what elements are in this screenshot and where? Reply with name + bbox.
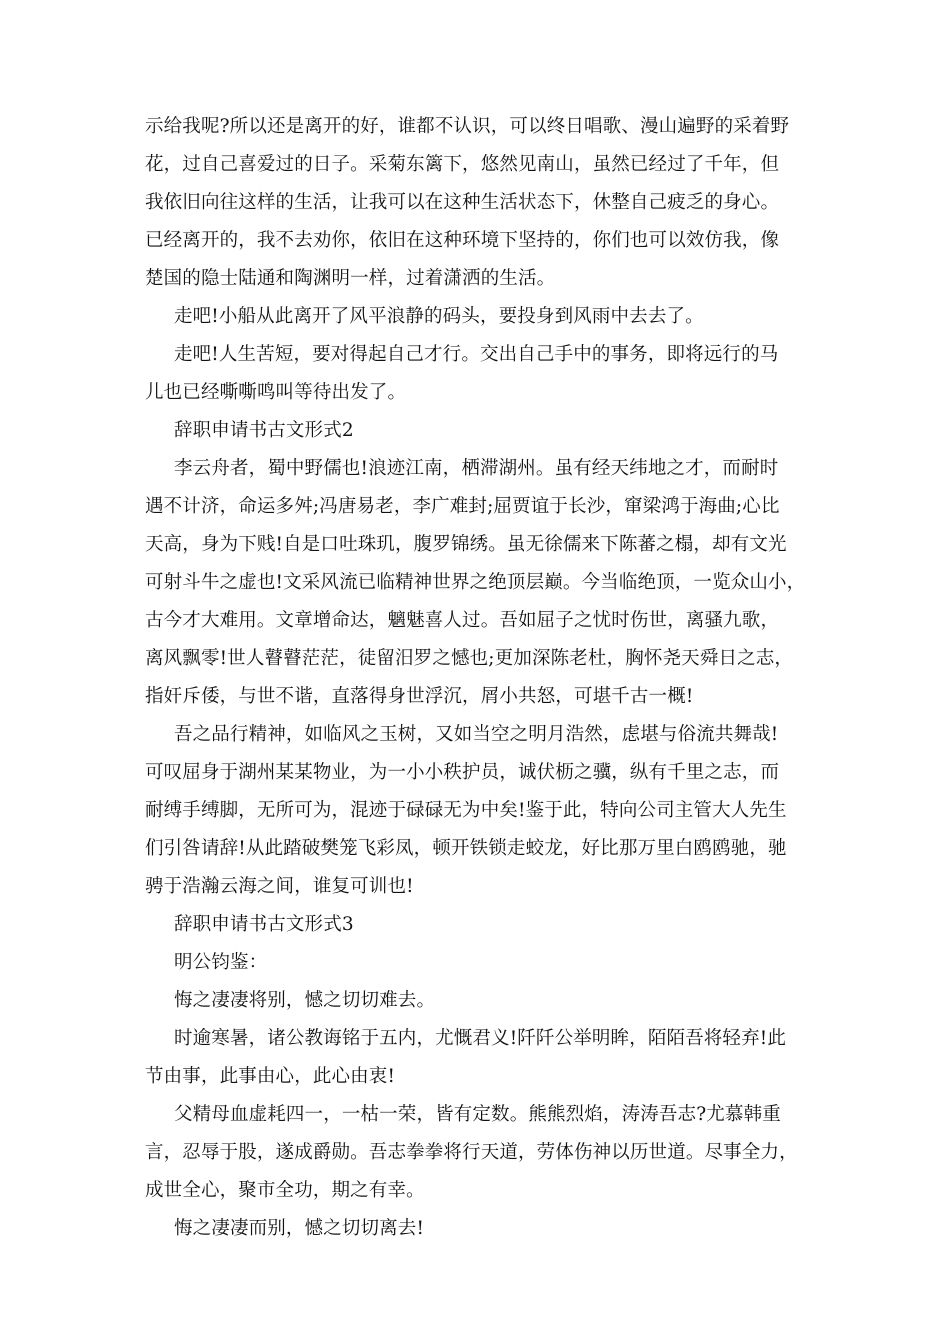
text-line: 吾之品行精神，如临风之玉树，又如当空之明月浩然，虑堪与俗流共舞哉! — [174, 724, 779, 745]
text-line: 古今才大难用。文章增命达，魑魅喜人过。吾如屈子之忧时伤世，离骚九歌， — [145, 610, 780, 631]
text-line: 悔之凄凄将别，憾之切切难去。 — [174, 990, 436, 1011]
text-line: 可射斗牛之虚也!文采风流已临精神世界之绝顶层巅。今当临绝顶，一览众山小， — [145, 572, 806, 593]
text-line: 走吧!小船从此离开了风平浪静的码头，要投身到风雨中去去了。 — [174, 306, 704, 327]
salutation: 明公钧鉴： — [174, 952, 268, 973]
text-line: 可叹屈身于湖州某某物业，为一小小秩护员，诚伏枥之骥，纵有千里之志，而 — [145, 762, 780, 783]
text-line: 悔之凄凄而别，憾之切切离去! — [174, 1218, 425, 1239]
text-line: 示给我呢?所以还是离开的好，谁都不认识，可以终日唱歌、漫山遍野的采着野 — [145, 116, 790, 137]
text-line: 耐缚手缚脚，无所可为，混迹于碌碌无为中矣!鉴于此，特向公司主管大人先生 — [145, 800, 787, 821]
text-line: 楚国的隐士陆通和陶渊明一样，过着潇洒的生活。 — [145, 268, 556, 289]
section-heading: 辞职申请书古文形式2 — [174, 420, 354, 441]
text-line: 已经离开的，我不去劝你，依旧在这种环境下坚持的，你们也可以效仿我，像 — [145, 230, 780, 251]
section-heading: 辞职申请书古文形式3 — [174, 914, 354, 935]
text-line: 父精母血虚耗四一，一枯一荣，皆有定数。熊熊烈焰，涛涛吾志?尤慕韩重 — [174, 1104, 781, 1125]
text-line: 我依旧向往这样的生活，让我可以在这种生活状态下，休整自己疲乏的身心。 — [145, 192, 780, 213]
text-line: 儿也已经嘶嘶鸣叫等待出发了。 — [145, 382, 407, 403]
text-line: 花，过自己喜爱过的日子。采菊东篱下，悠然见南山，虽然已经过了千年，但 — [145, 154, 780, 175]
text-line: 指奸斥倭，与世不谐，直落得身世浮沉，屑小共怒，可堪千古一概! — [145, 686, 694, 707]
text-line: 走吧!人生苦短，要对得起自己才行。交出自己手中的事务，即将远行的马 — [174, 344, 779, 365]
text-line: 成世全心，聚市全功，期之有幸。 — [145, 1180, 425, 1201]
text-line: 节由事，此事由心，此心由衷! — [145, 1066, 396, 1087]
text-line: 李云舟者，蜀中野儒也!浪迹江南，栖滞湖州。虽有经天纬地之才，而耐时 — [174, 458, 779, 479]
text-line: 言，忍辱于股，遂成爵勋。吾志拳拳将行天道，劳体伤神以历世道。尽事全力， — [145, 1142, 798, 1163]
text-line: 们引咎请辞!从此踏破樊笼飞彩凤，顿开铁锁走蛟龙，好比那万里白鸥鸥驰，驰 — [145, 838, 787, 859]
text-line: 骋于浩瀚云海之间，谁复可训也! — [145, 876, 414, 897]
text-line: 时逾寒暑，诸公教诲铭于五内，尤慨君义!阡阡公举明眸，陌陌吾将轻弃!此 — [174, 1028, 786, 1049]
text-line: 离风飘零!世人瞽瞽茫茫，徒留汨罗之憾也;更加深陈老杜，胸怀尧天舜日之志， — [145, 648, 794, 669]
text-line: 遇不计济，命运多舛;冯唐易老，李广难封;屈贾谊于长沙，窜梁鸿于海曲;心比 — [145, 496, 780, 517]
text-line: 天高，身为下贱!自是口吐珠玑，腹罗锦绣。虽无徐儒来下陈蕃之榻，却有文光 — [145, 534, 787, 555]
